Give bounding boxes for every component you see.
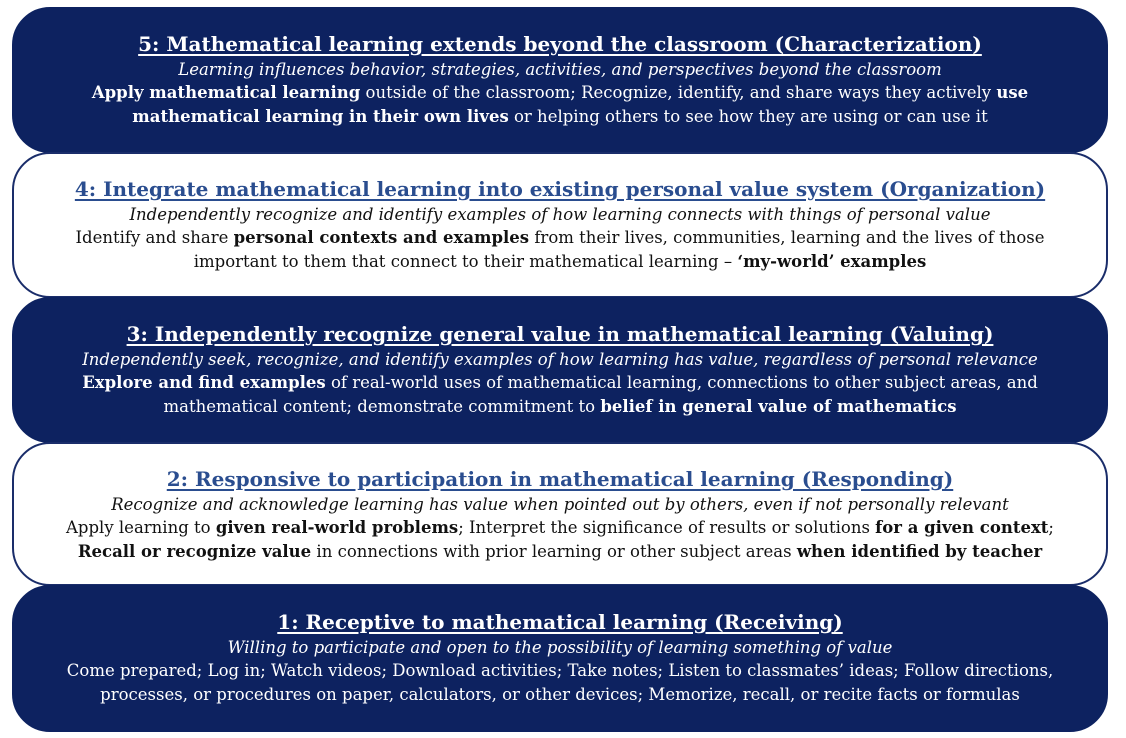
level-2-subtitle: Recognize and acknowledge learning has value when pointed out by others, even if not personally relevant	[111, 495, 1009, 514]
emphasis-text: use mathematical learning in their own lives	[132, 83, 1029, 126]
level-3-title: 3: Independently recognize general value in mathematical learning (Valuing)	[126, 322, 994, 346]
emphasis-text: personal contexts and examples	[233, 228, 530, 247]
level-1-box	[12, 585, 1108, 732]
level-4-title: 4: Integrate mathematical learning into existing personal value system (Organization)	[74, 177, 1046, 201]
emphasis-text: given real-world problems	[215, 518, 459, 537]
level-1-title: 1: Receptive to mathematical learning (Receiving)	[277, 610, 843, 634]
description-text: from their lives, communities, learning and the lives of those important to them that connect to their mathematical learning –	[193, 228, 1045, 271]
level-3-box	[12, 297, 1108, 443]
description-text: ; Interpret the significance of results or solutions	[458, 518, 876, 537]
level-4-box	[12, 152, 1108, 298]
level-5-box	[12, 7, 1108, 153]
emphasis-text: for a given context	[875, 518, 1049, 537]
description-text: of real-world uses of mathematical learning, connections to other subject areas, and mathematical content; demonstrate commitment to	[163, 373, 1038, 416]
level-4-description	[42, 226, 1078, 274]
description-text: outside of the classroom; Recognize, identify, and share ways they actively	[360, 83, 997, 102]
level-1-description	[42, 659, 1078, 707]
level-3-subtitle: Independently seek, recognize, and identify examples of how learning has value, regardless of personal relevance	[82, 350, 1038, 369]
description-text: ;	[1048, 518, 1054, 537]
emphasis-text: Recall or recognize value	[77, 542, 312, 561]
level-5-title: 5: Mathematical learning extends beyond the classroom (Characterization)	[138, 32, 982, 56]
level-2-description	[42, 516, 1078, 564]
description-text: in connections with prior learning or other subject areas	[311, 542, 797, 561]
level-4-subtitle: Independently recognize and identify examples of how learning connects with things of personal value	[129, 205, 991, 224]
level-1-subtitle: Willing to participate and open to the possibility of learning something of value	[227, 638, 893, 657]
description-text: Come prepared; Log in; Watch videos; Download activities; Take notes; Listen to classmates’ ideas; Follow directions, processes, or procedures on paper, calculators, or other devices; Memorize, recall, or recite facts or formulas	[66, 661, 1054, 704]
level-3-description	[42, 371, 1078, 419]
level-2-title: 2: Responsive to participation in mathematical learning (Responding)	[166, 467, 954, 491]
description-text: or helping others to see how they are using or can use it	[508, 107, 988, 126]
description-text: Identify and share	[75, 228, 234, 247]
level-5-subtitle: Learning influences behavior, strategies, activities, and perspectives beyond the classroom	[178, 60, 942, 79]
emphasis-text: Apply mathematical learning	[91, 83, 361, 102]
level-5-description	[42, 81, 1078, 129]
emphasis-text: Explore and find examples	[82, 373, 326, 392]
emphasis-text: when identified by teacher	[796, 542, 1043, 561]
level-2-box	[12, 442, 1108, 586]
description-text: Apply learning to	[66, 518, 216, 537]
emphasis-text: ‘my-world’ examples	[737, 252, 927, 271]
emphasis-text: belief in general value of mathematics	[600, 397, 957, 416]
